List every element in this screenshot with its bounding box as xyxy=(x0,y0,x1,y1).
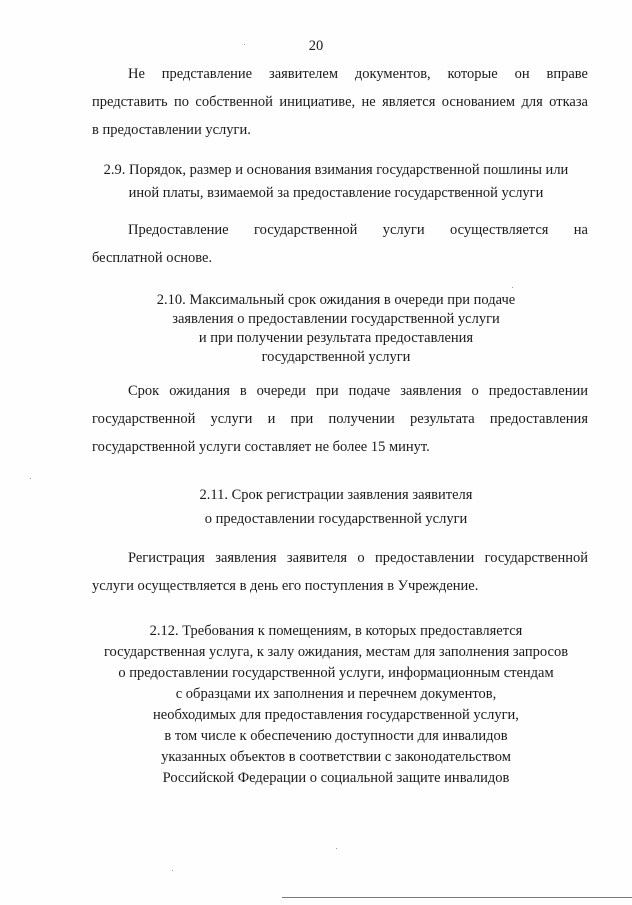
page-number: 20 xyxy=(308,38,324,54)
paragraph-free-service xyxy=(92,216,588,272)
heading-line: в том числе к обеспечению доступности для инвалидов xyxy=(164,728,508,744)
scan-speck xyxy=(172,870,173,871)
heading-line: Российской Федерации о социальной защите инвалидов xyxy=(162,770,510,786)
heading-line: заявления о предоставлении государственной услуги xyxy=(172,311,500,327)
heading-line: государственной услуги xyxy=(261,349,411,365)
scan-speck xyxy=(30,478,31,479)
section-heading-2-11 xyxy=(60,483,612,531)
text-line: Срок ожидания в очереди при подаче заявления о предоставлении xyxy=(128,383,588,399)
text-line: бесплатной основе. xyxy=(92,250,213,266)
section-heading-2-12 xyxy=(60,621,612,789)
paragraph-queue-time xyxy=(92,377,588,461)
text-line: услуги осуществляется в день его поступления в Учреждение. xyxy=(92,578,479,594)
scan-edge-line xyxy=(282,897,632,898)
heading-line: и при получении результата предоставления xyxy=(198,330,474,346)
paragraph-registration xyxy=(92,544,588,600)
heading-line: 2.12. Требования к помещениям, в которых предоставляется xyxy=(149,623,523,639)
heading-line: 2.9. Порядок, размер и основания взимания государственной пошлины или xyxy=(103,162,569,178)
scan-speck xyxy=(512,287,513,288)
heading-line: 2.11. Срок регистрации заявления заявителя xyxy=(199,487,473,503)
scan-speck xyxy=(244,44,245,45)
heading-line: 2.10. Максимальный срок ожидания в очереди при подаче xyxy=(156,292,516,308)
text-line: представить по собственной инициативе, не является основанием для отказа xyxy=(92,94,588,110)
text-line: Регистрация заявления заявителя о предоставлении государственной xyxy=(128,550,588,566)
scan-speck xyxy=(336,848,337,849)
section-heading-2-9 xyxy=(60,159,612,204)
heading-line: о предоставлении государственной услуги xyxy=(204,511,468,527)
section-heading-2-10 xyxy=(60,291,612,367)
text-line: государственной услуги составляет не более 15 минут. xyxy=(92,439,430,455)
heading-line: государственная услуга, к залу ожидания, местам для заполнения запросов xyxy=(103,644,569,660)
text-line: Предоставление государственной услуги осуществляется на xyxy=(128,222,588,238)
text-line: Не представление заявителем документов, которые он вправе xyxy=(128,66,588,82)
heading-line: иной платы, взимаемой за предоставление государственной услуги xyxy=(128,184,544,201)
text-line: в предоставлении услуги. xyxy=(92,122,251,138)
paragraph-documents-initiative xyxy=(92,60,588,144)
heading-line: о предоставлении государственной услуги, информационным стендам xyxy=(118,665,554,681)
heading-line: с образцами их заполнения и перечнем документов, xyxy=(175,686,497,702)
heading-line: необходимых для предоставления государственной услуги, xyxy=(153,707,519,723)
text-line: государственной услуги и при получении результата предоставления xyxy=(92,411,588,427)
heading-line: указанных объектов в соответствии с законодательством xyxy=(161,749,511,765)
